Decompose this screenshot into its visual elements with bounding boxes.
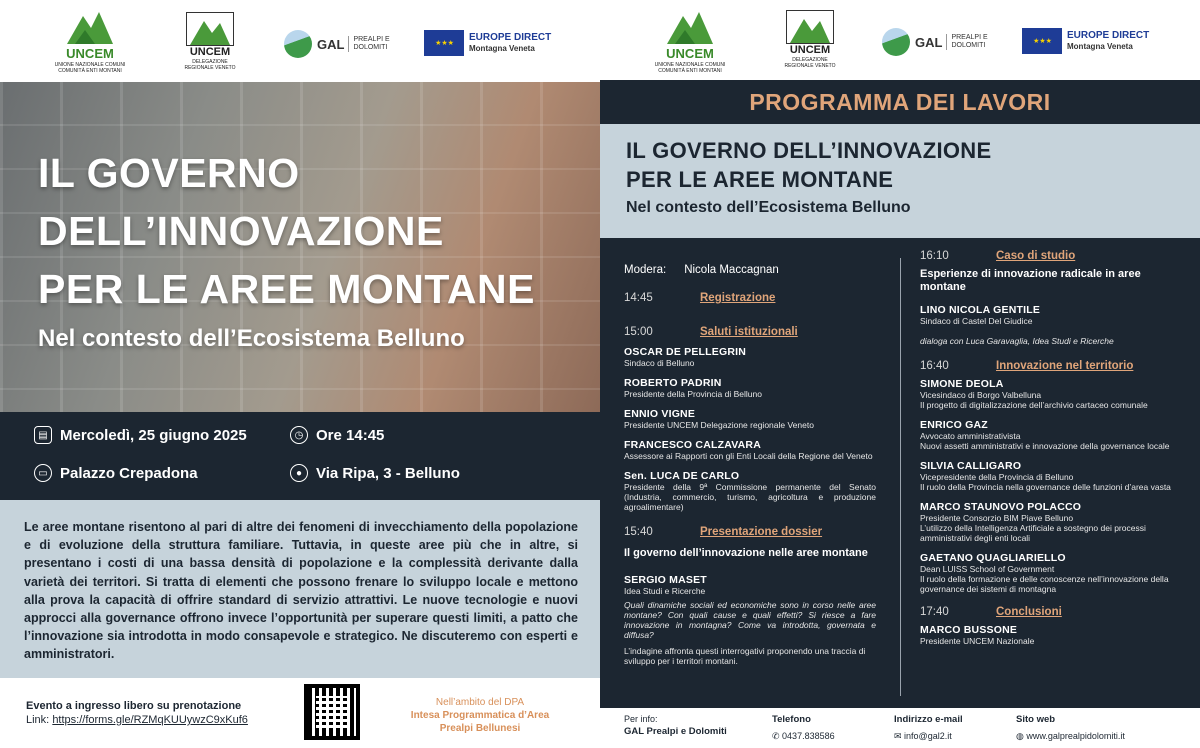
email-contact: Indirizzo e-mail ✉ info@gal2.it (894, 714, 963, 741)
email-icon: ✉ (894, 731, 905, 741)
uncem-veneto-logo: UNCEM DELEGAZIONE REGIONALE VENETO (180, 12, 240, 71)
hero-title: IL GOVERNO DELL’INNOVAZIONE PER LE AREE MONTANE (38, 150, 535, 312)
globe-icon: ◍ (1016, 731, 1027, 741)
eu-flag-icon: ★ ★ ★ (1022, 28, 1062, 54)
europe-direct-logo: ★ ★ ★ EUROPE DIRECT Montagna Veneta (1022, 28, 1149, 54)
column-divider (900, 258, 901, 696)
mountain-icon (190, 17, 230, 45)
session-dossier: 15:40 Presentazione dossier (624, 526, 823, 538)
moderator: Modera: Nicola Maccagnan (624, 264, 779, 276)
speaker-role: Idea Studi e Ricerche (624, 586, 706, 596)
location-pin-icon: ● (290, 464, 308, 482)
program-subtitle: Nel contesto dell’Ecosistema Belluno (626, 199, 911, 216)
speaker-role: Presidente della 9ª Commissione permanente del Senato (Industria, commercio, turismo, agricoltura e produzione agroalimentare) (624, 482, 876, 512)
speaker-name: OSCAR DE PELLEGRIN (624, 346, 747, 358)
speaker-name: MARCO BUSSONE (920, 624, 1018, 636)
clock-icon: ◷ (290, 426, 308, 444)
session-questions: Quali dinamiche sociali ed economiche sono in corso nelle aree montane? Con quali cause e quali effetti? Si riesce a fare innovazione in montagna? Come va introdotta, governata e diffusa? (624, 600, 876, 640)
session-note: L’indagine affronta questi interrogativi proponendo una traccia di sviluppo per i territori montani. (624, 646, 866, 666)
session-note: dialoga con Luca Garavaglia, Idea Studi e Ricerche (920, 336, 1114, 346)
speaker-name: SIMONE DEOLA (920, 378, 1004, 390)
uncem-veneto-logo: UNCEM DELEGAZIONE REGIONALE VENETO (780, 10, 840, 69)
uncem-logo: UNCEM UNIONE NAZIONALE COMUNI COMUNITÀ ENTI MONTANI (650, 8, 730, 74)
mountain-icon (790, 15, 830, 43)
calendar-icon: ▤ (34, 426, 52, 444)
session-registration: 14:45 Registrazione (624, 292, 776, 304)
session-title: Il governo dell’innovazione nelle aree montane (624, 547, 868, 559)
event-time: ◷ Ore 14:45 (290, 426, 384, 444)
speaker-role: Presidente UNCEM Nazionale (920, 636, 1035, 646)
info-contact: Per info: GAL Prealpi e Dolomiti (624, 714, 727, 737)
speaker-role: Sindaco di Castel Del Giudice (920, 316, 1033, 326)
speaker-name: ENRICO GAZ (920, 419, 988, 431)
speaker-role: Presidente Consorzio BIM Piave Belluno (920, 513, 1074, 523)
qr-code[interactable] (304, 684, 360, 740)
speaker-name: FRANCESCO CALZAVARA (624, 439, 761, 451)
event-venue: ▭ Palazzo Crepadona (34, 464, 198, 482)
session-title: Esperienze di innovazione radicale in aree montane (920, 268, 1141, 293)
registration-link[interactable]: https://forms.gle/RZMqKUUywzC9xKuf6 (52, 714, 248, 726)
speaker-role: Vicesindaco di Borgo Valbelluna (920, 390, 1042, 400)
gal-emblem-icon (882, 28, 910, 56)
website-link[interactable]: www.galprealpidolomiti.it (1026, 731, 1125, 741)
email-address[interactable]: info@gal2.it (904, 731, 952, 741)
dpa-note: Nell’ambito del DPA Intesa Programmatica d’Area Prealpi Bellunesi (410, 697, 550, 734)
mountain-icon (665, 8, 715, 46)
speaker-role: Dean LUISS School of Government (920, 564, 1055, 574)
speaker-topic: Nuovi assetti amministrativi e innovazione della governance locale (920, 441, 1170, 451)
speaker-role: Vicepresidente della Provincia di Belluno (920, 472, 1074, 482)
speaker-name: SERGIO MASET (624, 574, 707, 586)
event-description: Le aree montane risentono al pari di altre dei fenomeni di invecchiamento della popolazione e di evoluzione della struttura familiare. Tuttavia, in queste aree più che in altre, si presentano i costi di una bassa densità di popolazione e la complessità derivante dalla varietà dei territori. Si tratta di elementi che possono frenare lo sviluppo locale e mettono alla prova la capacità di offrire standard di servizio attrattivi. Le nuove tecnologie e nuovi approcci alla governance offrono invece l’opportunità per superare questi limiti, a patto che l’innovazione sia introdotta in modo consapevole e strategico. Ne discuteremo con esperti e amministratori. (0, 500, 600, 678)
speaker-role: Presidente della Provincia di Belluno (624, 389, 762, 399)
eu-flag-icon: ★ ★ ★ (424, 30, 464, 56)
phone-icon: ✆ (772, 731, 783, 741)
speaker-role: Assessore ai Rapporti con gli Enti Locali della Regione del Veneto (624, 451, 873, 461)
speaker-name: ENNIO VIGNE (624, 408, 696, 420)
session-conclusions: 17:40 Conclusioni (920, 606, 1062, 618)
phone-contact: Telefono ✆ 0437.838586 (772, 714, 835, 741)
session-territory: 16:40 Innovazione nel territorio (920, 360, 1134, 372)
speaker-name: ROBERTO PADRIN (624, 377, 722, 389)
session-greetings: 15:00 Saluti istituzionali (624, 326, 798, 338)
phone-number[interactable]: 0437.838586 (782, 731, 835, 741)
speaker-topic: Il ruolo della Provincia nella governance delle funzioni d’area vasta (920, 482, 1171, 492)
hero-banner (0, 82, 600, 412)
website-contact: Sito web ◍ www.galprealpidolomiti.it (1016, 714, 1125, 741)
book-icon: ▭ (34, 464, 52, 482)
speaker-topic: Il ruolo della formazione e delle conoscenze nell’innovazione della governance dei sistemi di montagna (920, 574, 1169, 594)
speaker-name: Sen. LUCA DE CARLO (624, 470, 740, 482)
program-title-block (600, 124, 1200, 238)
speaker-name: GAETANO QUAGLIARIELLO (920, 552, 1066, 564)
speaker-name: MARCO STAUNOVO POLACCO (920, 501, 1082, 513)
mountain-icon (65, 8, 115, 46)
program-title: IL GOVERNO DELL’INNOVAZIONE PER LE AREE MONTANE (626, 138, 992, 192)
event-date: ▤ Mercoledì, 25 giugno 2025 (34, 426, 247, 444)
event-info-bar (0, 412, 600, 500)
hero-subtitle: Nel contesto dell’Ecosistema Belluno (38, 325, 465, 352)
gal-logo: GAL PREALPI E DOLOMITI (284, 30, 394, 58)
program-header: PROGRAMMA DEI LAVORI (600, 80, 1200, 124)
event-address: ● Via Ripa, 3 - Belluno (290, 464, 460, 482)
gal-logo: GAL PREALPI E DOLOMITI (882, 28, 992, 56)
speaker-topic: L’utilizzo della Intelligenza Artificiale a sostegno dei processi amministrativi degli enti locali (920, 523, 1146, 543)
left-footer: Evento a ingresso libero su prenotazione Link: https://forms.gle/RZMqKUUywzC9xKuf6 Nell’ambito del DPA Intesa Programmatica d’Area Prealpi Bellunesi (0, 678, 600, 748)
speaker-name: SILVIA CALLIGARO (920, 460, 1022, 472)
speaker-topic: Il progetto di digitalizzazione dell’archivio cartaceo comunale (920, 400, 1148, 410)
contact-footer (600, 708, 1200, 748)
gal-emblem-icon (284, 30, 312, 58)
speaker-role: Sindaco di Belluno (624, 358, 695, 368)
session-case-study: 16:10 Caso di studio (920, 250, 1076, 262)
speaker-role: Avvocato amministrativista (920, 431, 1021, 441)
speaker-name: LINO NICOLA GENTILE (920, 304, 1041, 316)
free-entry-text: Evento a ingresso libero su prenotazione (26, 700, 242, 712)
uncem-logo: UNCEM UNIONE NAZIONALE COMUNI COMUNITÀ ENTI MONTANI (50, 8, 130, 74)
speaker-role: Presidente UNCEM Delegazione regionale Veneto (624, 420, 814, 430)
europe-direct-logo: ★ ★ ★ EUROPE DIRECT Montagna Veneta (424, 30, 551, 56)
